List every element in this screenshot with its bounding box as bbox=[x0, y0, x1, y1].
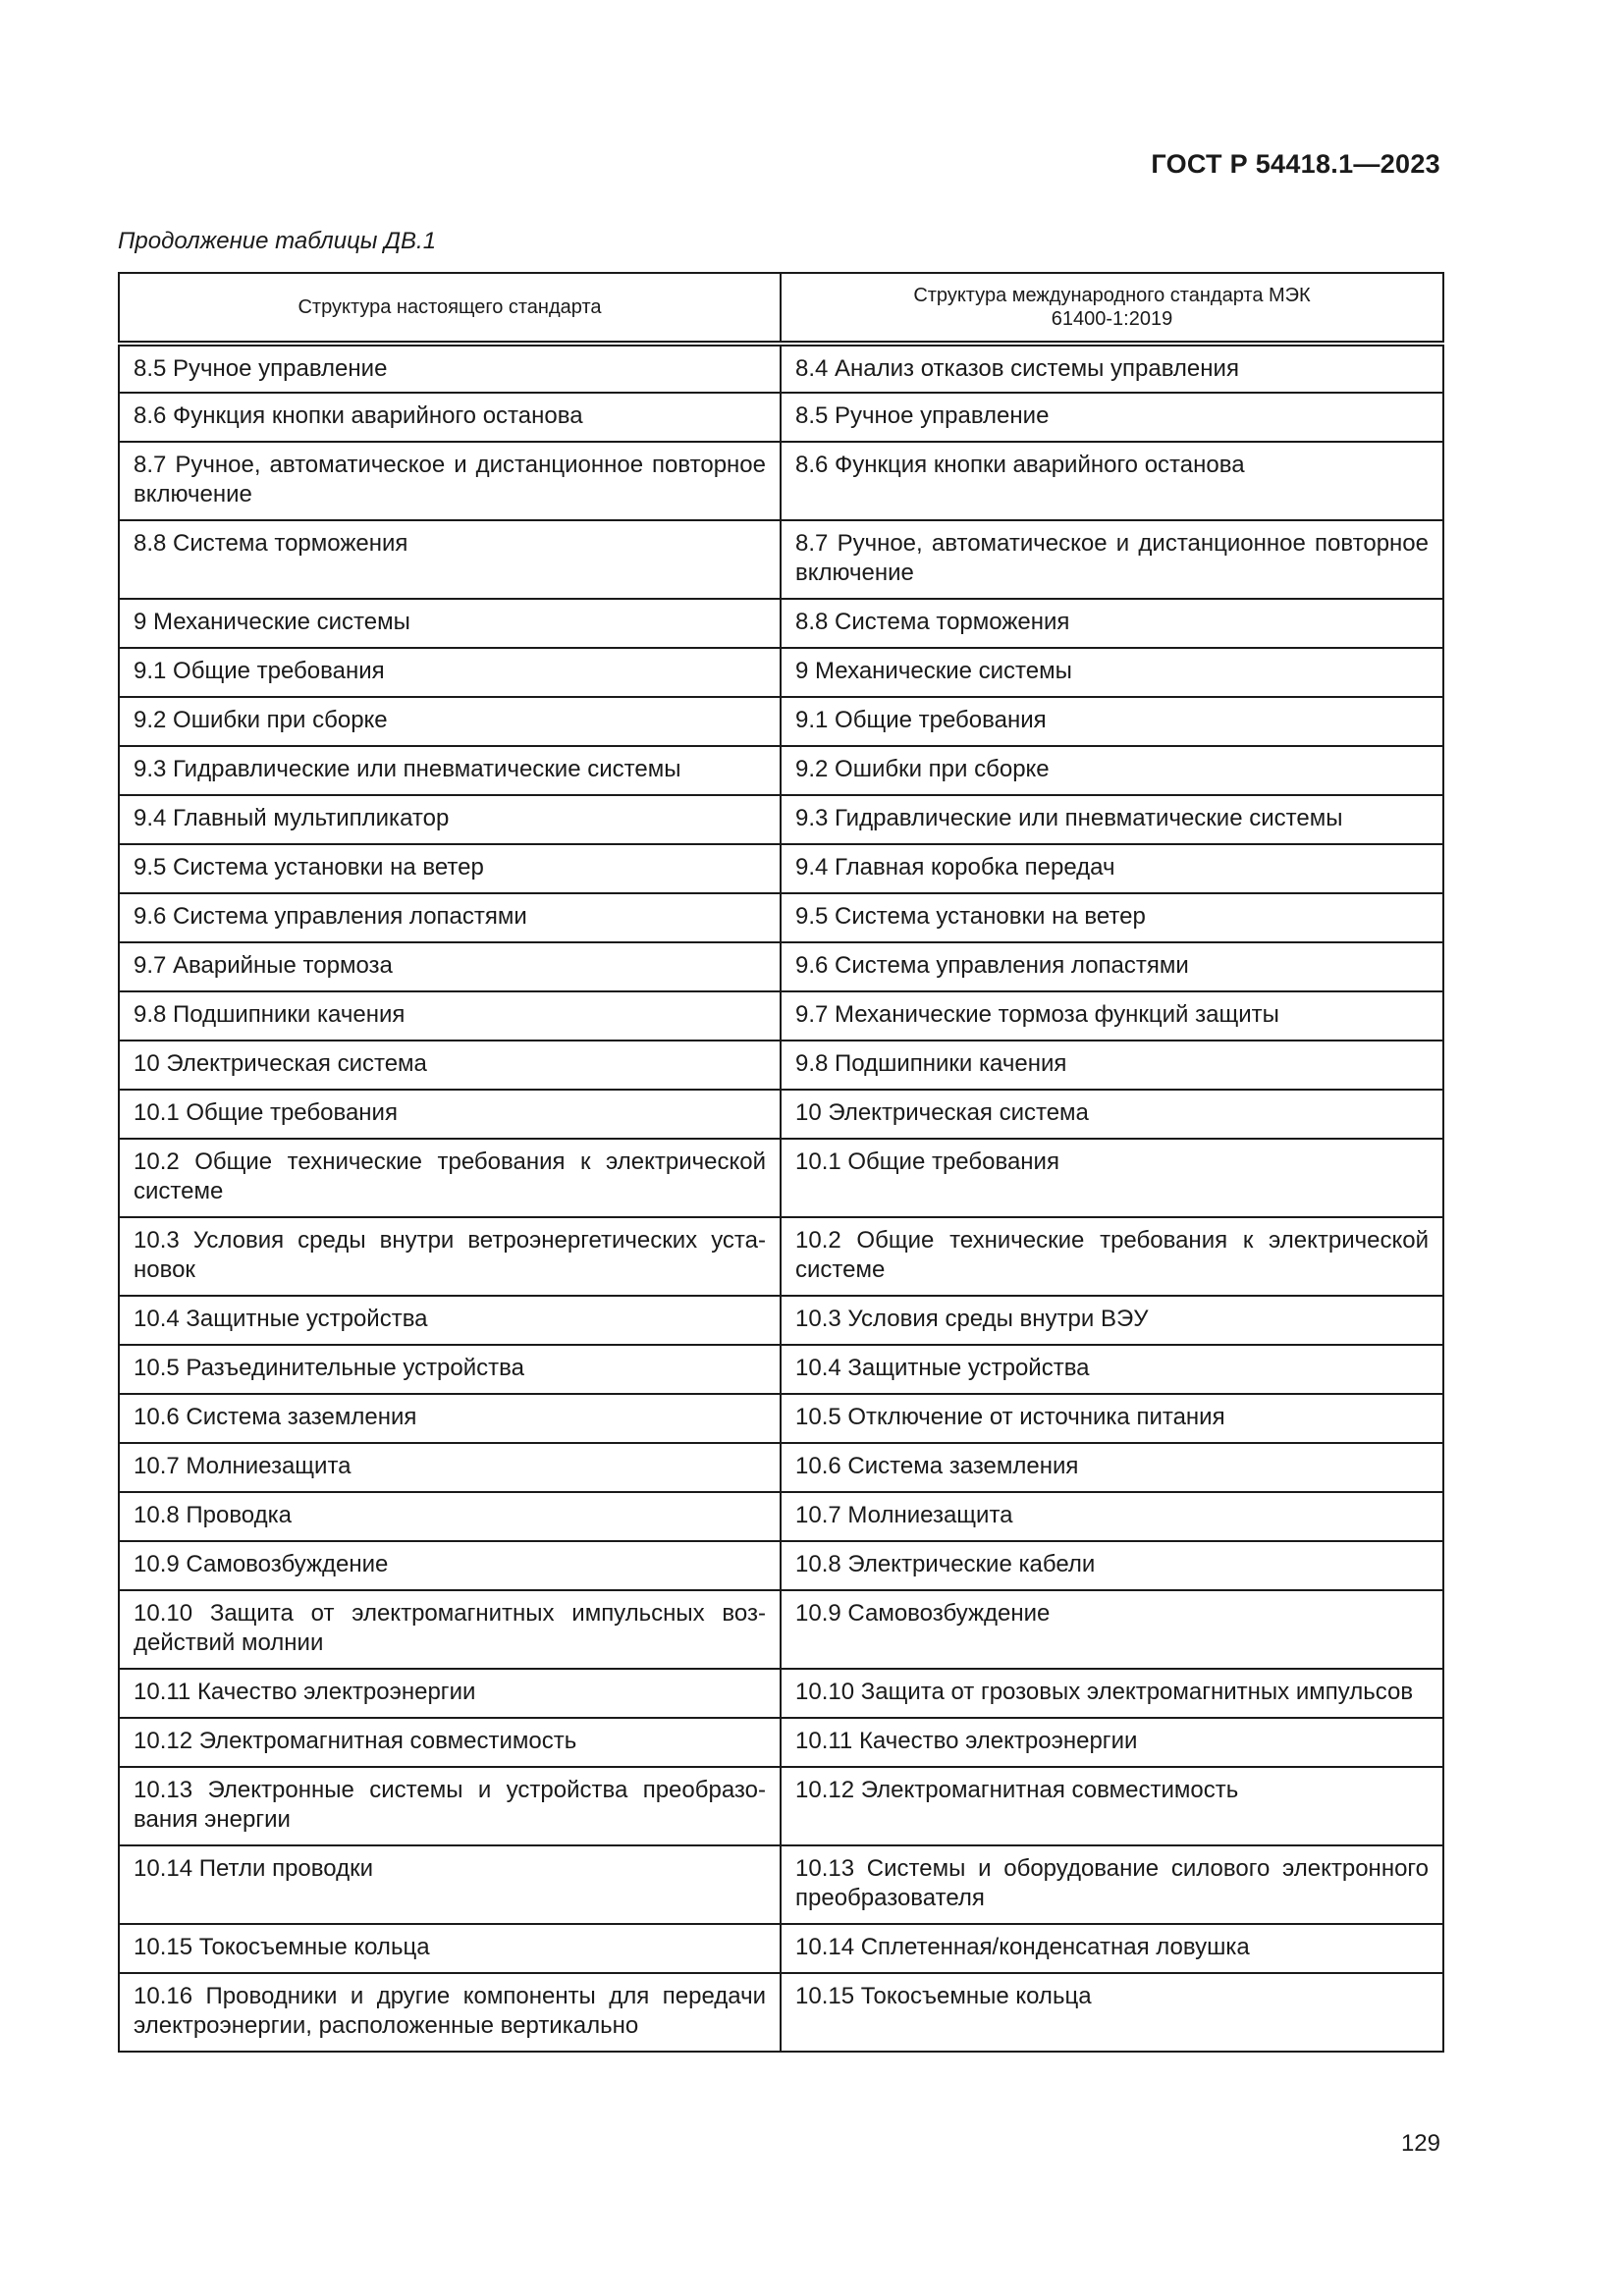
table-row bbox=[119, 991, 1443, 1041]
table-row bbox=[119, 1296, 1443, 1345]
column-header-national: Структура настоящего стандарта bbox=[119, 273, 781, 344]
cell-national-section: 10.9 Самовозбуждение bbox=[119, 1541, 781, 1590]
cell-international-section: 10.4 Защитные устройства bbox=[781, 1345, 1443, 1394]
table-row bbox=[119, 1924, 1443, 1973]
table-row bbox=[119, 1041, 1443, 1090]
table-row bbox=[119, 1718, 1443, 1767]
cell-national-section: 10.7 Молниезащита bbox=[119, 1443, 781, 1492]
cell-international-section: 10.13 Системы и оборудование силового электронного преобразователя bbox=[781, 1845, 1443, 1924]
cell-international-section: 9.6 Система управления лопастями bbox=[781, 942, 1443, 991]
cell-international-section: 8.7 Ручное, автоматическое и дистанционное повторное включение bbox=[781, 520, 1443, 599]
table-row bbox=[119, 795, 1443, 844]
cell-national-section: 10.6 Система заземления bbox=[119, 1394, 781, 1443]
table-header-row bbox=[119, 273, 1443, 344]
table-row bbox=[119, 1217, 1443, 1296]
cell-international-section: 9.8 Подшипники качения bbox=[781, 1041, 1443, 1090]
table-row bbox=[119, 344, 1443, 393]
table-row bbox=[119, 648, 1443, 697]
table-row bbox=[119, 393, 1443, 442]
table-row bbox=[119, 1139, 1443, 1217]
cell-national-section: 10 Электрическая система bbox=[119, 1041, 781, 1090]
table-row bbox=[119, 1973, 1443, 2052]
cell-national-section: 9.1 Общие требования bbox=[119, 648, 781, 697]
table-row bbox=[119, 844, 1443, 893]
cell-international-section: 10.14 Сплетенная/конденсатная ловушка bbox=[781, 1924, 1443, 1973]
cell-international-section: 10.5 Отключение от источника питания bbox=[781, 1394, 1443, 1443]
table-row bbox=[119, 1590, 1443, 1669]
cell-national-section: 8.5 Ручное управление bbox=[119, 344, 781, 393]
cell-national-section: 8.8 Система торможения bbox=[119, 520, 781, 599]
cell-national-section: 9.2 Ошибки при сборке bbox=[119, 697, 781, 746]
table-row bbox=[119, 1492, 1443, 1541]
cell-international-section: 8.4 Анализ отказов системы управления bbox=[781, 344, 1443, 393]
cell-national-section: 9.8 Подшипники качения bbox=[119, 991, 781, 1041]
cell-international-section: 10.10 Защита от грозовых электромагнитных импульсов bbox=[781, 1669, 1443, 1718]
cell-national-section: 9 Механические системы bbox=[119, 599, 781, 648]
table-row bbox=[119, 599, 1443, 648]
cell-national-section: 10.5 Разъединительные устройства bbox=[119, 1345, 781, 1394]
cell-international-section: 10.7 Молниезащита bbox=[781, 1492, 1443, 1541]
correspondence-table bbox=[118, 272, 1444, 2053]
cell-national-section: 10.11 Качество электроэнергии bbox=[119, 1669, 781, 1718]
cell-international-section: 10.11 Качество электроэнергии bbox=[781, 1718, 1443, 1767]
cell-national-section: 9.7 Аварийные тормоза bbox=[119, 942, 781, 991]
table-row bbox=[119, 442, 1443, 520]
cell-national-section: 8.6 Функция кнопки аварийного останова bbox=[119, 393, 781, 442]
cell-national-section: 10.3 Условия среды внутри ветроэнергетических установок bbox=[119, 1217, 781, 1296]
cell-national-section: 10.2 Общие технические требования к электрической системе bbox=[119, 1139, 781, 1217]
cell-national-section: 9.5 Система установки на ветер bbox=[119, 844, 781, 893]
cell-national-section: 9.4 Главный мультипликатор bbox=[119, 795, 781, 844]
table-row bbox=[119, 1090, 1443, 1139]
cell-national-section: 10.1 Общие требования bbox=[119, 1090, 781, 1139]
cell-national-section: 10.16 Проводники и другие компоненты для передачи электроэнергии, расположенные вертикально bbox=[119, 1973, 781, 2052]
cell-national-section: 10.4 Защитные устройства bbox=[119, 1296, 781, 1345]
column-header-international bbox=[781, 273, 1443, 344]
table-row bbox=[119, 1394, 1443, 1443]
cell-national-section: 10.13 Электронные системы и устройства преобразования энергии bbox=[119, 1767, 781, 1845]
table-row bbox=[119, 1345, 1443, 1394]
cell-international-section: 9.7 Механические тормоза функций защиты bbox=[781, 991, 1443, 1041]
cell-international-section: 10.12 Электромагнитная совместимость bbox=[781, 1767, 1443, 1845]
cell-international-section: 10.8 Электрические кабели bbox=[781, 1541, 1443, 1590]
cell-international-section: 8.5 Ручное управление bbox=[781, 393, 1443, 442]
cell-international-section: 9.5 Система установки на ветер bbox=[781, 893, 1443, 942]
table-row bbox=[119, 697, 1443, 746]
table-body bbox=[119, 344, 1443, 2052]
table-row bbox=[119, 1443, 1443, 1492]
cell-national-section: 10.14 Петли проводки bbox=[119, 1845, 781, 1924]
cell-national-section: 10.15 Токосъемные кольца bbox=[119, 1924, 781, 1973]
table-row bbox=[119, 520, 1443, 599]
table-row bbox=[119, 1541, 1443, 1590]
cell-national-section: 10.10 Защита от электромагнитных импульсных воздействий молнии bbox=[119, 1590, 781, 1669]
table-caption: Продолжение таблицы ДВ.1 bbox=[118, 228, 437, 254]
cell-international-section: 9 Механические системы bbox=[781, 648, 1443, 697]
table-row bbox=[119, 1767, 1443, 1845]
cell-international-section: 10.3 Условия среды внутри ВЭУ bbox=[781, 1296, 1443, 1345]
cell-national-section: 10.12 Электромагнитная совместимость bbox=[119, 1718, 781, 1767]
cell-international-section: 8.8 Система торможения bbox=[781, 599, 1443, 648]
cell-national-section: 10.8 Проводка bbox=[119, 1492, 781, 1541]
cell-international-section: 10.9 Самовозбуждение bbox=[781, 1590, 1443, 1669]
cell-international-section: 9.3 Гидравлические или пневматические системы bbox=[781, 795, 1443, 844]
column-header-international-text: Структура международного стандарта МЭК 61400-1:2019 bbox=[913, 285, 1311, 330]
cell-international-section: 10.15 Токосъемные кольца bbox=[781, 1973, 1443, 2052]
table-row bbox=[119, 893, 1443, 942]
cell-international-section: 8.6 Функция кнопки аварийного останова bbox=[781, 442, 1443, 520]
cell-international-section: 10.1 Общие требования bbox=[781, 1139, 1443, 1217]
cell-international-section: 10.6 Система заземления bbox=[781, 1443, 1443, 1492]
page-number: 129 bbox=[1400, 2130, 1440, 2157]
cell-national-section: 9.6 Система управления лопастями bbox=[119, 893, 781, 942]
cell-national-section: 9.3 Гидравлические или пневматические системы bbox=[119, 746, 781, 795]
table-row bbox=[119, 1669, 1443, 1718]
cell-international-section: 9.4 Главная коробка передач bbox=[781, 844, 1443, 893]
cell-national-section: 8.7 Ручное, автоматическое и дистанционное повторное включение bbox=[119, 442, 781, 520]
cell-international-section: 10 Электрическая система bbox=[781, 1090, 1443, 1139]
table-row bbox=[119, 942, 1443, 991]
cell-international-section: 10.2 Общие технические требования к электрической системе bbox=[781, 1217, 1443, 1296]
cell-international-section: 9.1 Общие требования bbox=[781, 697, 1443, 746]
cell-international-section: 9.2 Ошибки при сборке bbox=[781, 746, 1443, 795]
table-row bbox=[119, 1845, 1443, 1924]
table-row bbox=[119, 746, 1443, 795]
document-code: ГОСТ Р 54418.1—2023 bbox=[1151, 149, 1440, 179]
